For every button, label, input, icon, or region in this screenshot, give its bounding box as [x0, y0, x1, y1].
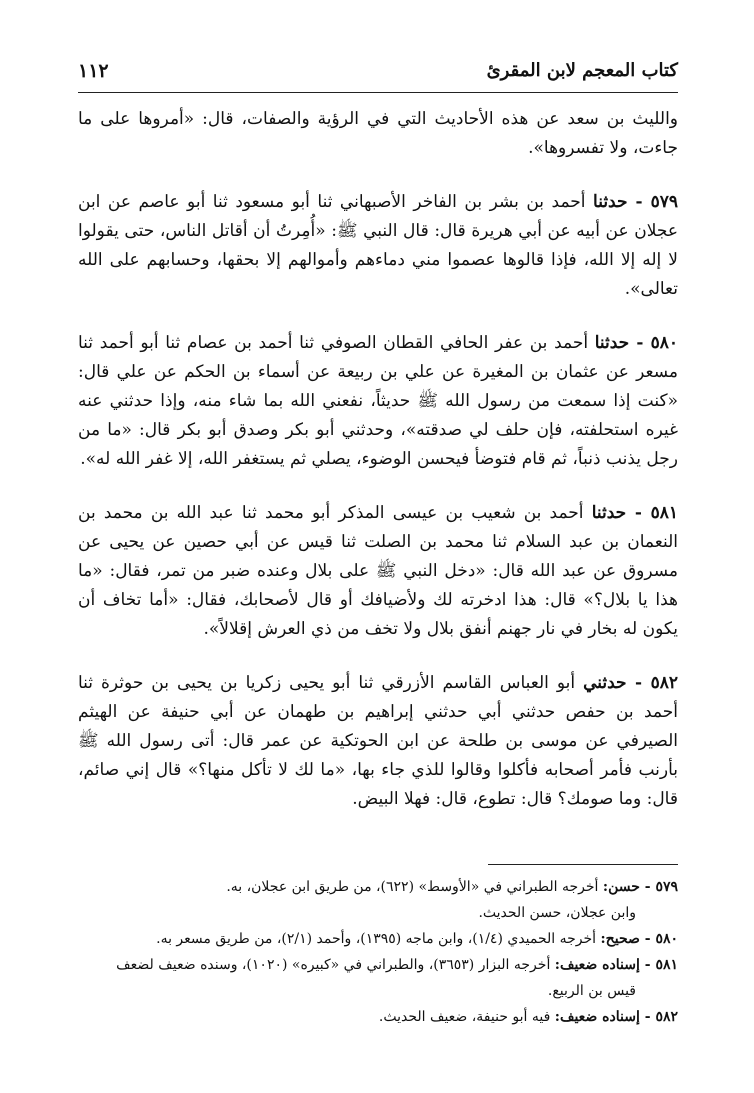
footnote-581-continuation: قيس بن الربيع.	[547, 983, 636, 999]
footnote-number: ٥٧٩ -	[639, 879, 678, 895]
footnote-divider	[488, 864, 678, 865]
footnote-582	[78, 1004, 678, 1030]
footnote-581	[78, 952, 678, 978]
paragraph-text: أحمد بن شعيب بن عيسى المذكر أبو محمد ثنا عبد الله بن محمد بن النعمان بن عبد السلام ثنا محمد بن الصلت ثنا قيس عن أبي حصين عن يحيى عن مسروق عن عبد الله قال: «دخل النبي ﷺ على بلال وعنده ضبر من تمر، فقال: «ما هذا يا بلال؟» قال: هذا ادخرته لك ولأضيافك أو قال لأصحابك، فقال: «أما تخاف أن يكون له بخار في نار جهنم أنفق بلال ولا تخف من ذي العرش إقلالاً».	[78, 503, 678, 639]
paragraph-text: أبو العباس القاسم الأزرقي ثنا أبو يحيى زكريا بن يحيى بن حوثرة ثنا أحمد بن حفص حدثني أبي حدثني إبراهيم بن طهمان عن أبي حنيفة عن الهيثم الصيرفي عن موسى بن طلحة عن ابن الحوتكية عن عمر قال: أتى رسول الله ﷺ بأرنب فأمر أصحابه فأكلوا وقالوا للذي جاء بها، «ما لك لا تأكل منها؟» قال إني صائم، قال: وما صومك؟ قال: تطوع، قال: فهلا البيض.	[78, 673, 679, 809]
paragraph-continuation	[78, 105, 678, 163]
hadith-579	[78, 188, 678, 304]
footnote-grade: صحيح:	[600, 931, 640, 947]
page-header	[78, 60, 678, 93]
hadith-582	[78, 669, 678, 814]
footnote-579	[78, 874, 678, 900]
hadith-lead: ٥٨٢ - حدثني	[583, 673, 678, 693]
footnote-number: ٥٨١ -	[639, 957, 678, 973]
footnote-text: فيه أبو حنيفة، ضعيف الحديث.	[378, 1009, 555, 1025]
footnote-number: ٥٨٢ -	[639, 1009, 678, 1025]
paragraph-text: أحمد بن بشر بن الفاخر الأصبهاني ثنا أبو مسعود ثنا أبو عاصم عن ابن عجلان عن أبيه عن أبي هريرة قال: قال النبي ﷺ: «أُمِرتُ أن أقاتل الناس، حتى يقولوا لا إله إلا الله، فإذا قالوها عصموا مني دماءهم وأموالهم إلا بحقها، وحسابهم على الله تعالى».	[78, 192, 678, 299]
footnote-580	[78, 926, 678, 952]
footnote-grade: إسناده ضعيف:	[554, 957, 640, 973]
running-title: كتاب المعجم لابن المقرئ	[486, 60, 678, 81]
paragraph-text: والليث بن سعد عن هذه الأحاديث التي في الرؤية والصفات، قال: «أمروها على ما جاءت، ولا تفسروها».	[78, 109, 678, 158]
hadith-580	[78, 329, 678, 474]
footnote-579-continuation: وابن عجلان، حسن الحديث.	[478, 905, 636, 921]
footnote-text: أخرجه الحميدي (١/٤)، وابن ماجه (١٣٩٥)، وأحمد (٢/١)، من طريق مسعر به.	[156, 931, 601, 947]
footnote-grade: إسناده ضعيف:	[554, 1009, 640, 1025]
footnote-text: أخرجه البزار (٣٦٥٣)، والطبراني في «كبيره» (١٠٢٠)، وسنده ضعيف لضعف	[116, 957, 555, 973]
footnotes	[78, 874, 678, 1030]
hadith-581	[78, 499, 678, 644]
main-text	[78, 105, 678, 814]
hadith-lead: ٥٨٠ - حدثنا	[594, 333, 678, 353]
page-number: ١١٢	[78, 60, 109, 82]
footnote-text: أخرجه الطبراني في «الأوسط» (٦٢٢)، من طريق ابن عجلان، به.	[226, 879, 603, 895]
hadith-lead: ٥٧٩ - حدثنا	[593, 192, 678, 212]
hadith-lead: ٥٨١ - حدثنا	[591, 503, 678, 523]
footnote-number: ٥٨٠ -	[639, 931, 678, 947]
paragraph-text: أحمد بن عفر الحافي القطان الصوفي ثنا أحمد بن عصام ثنا أبو أحمد ثنا مسعر عن عثمان بن المغيرة عن علي بن ربيعة عن أسماء بن الحكم عن علي قال: «كنت إذا سمعت من رسول الله ﷺ حديثاً، نفعني الله بما شاء منه، وإذا حدثني عنه غيره استحلفته، فإن حلف لي صدقته»، وحدثني أبو بكر وصدق أبو بكر قال: «ما من رجل يذنب ذنباً، ثم قام فتوضأ فيحسن الوضوء، يصلي ثم يستغفر الله، إلا غفر الله له».	[78, 333, 678, 469]
footnote-grade: حسن:	[602, 879, 640, 895]
